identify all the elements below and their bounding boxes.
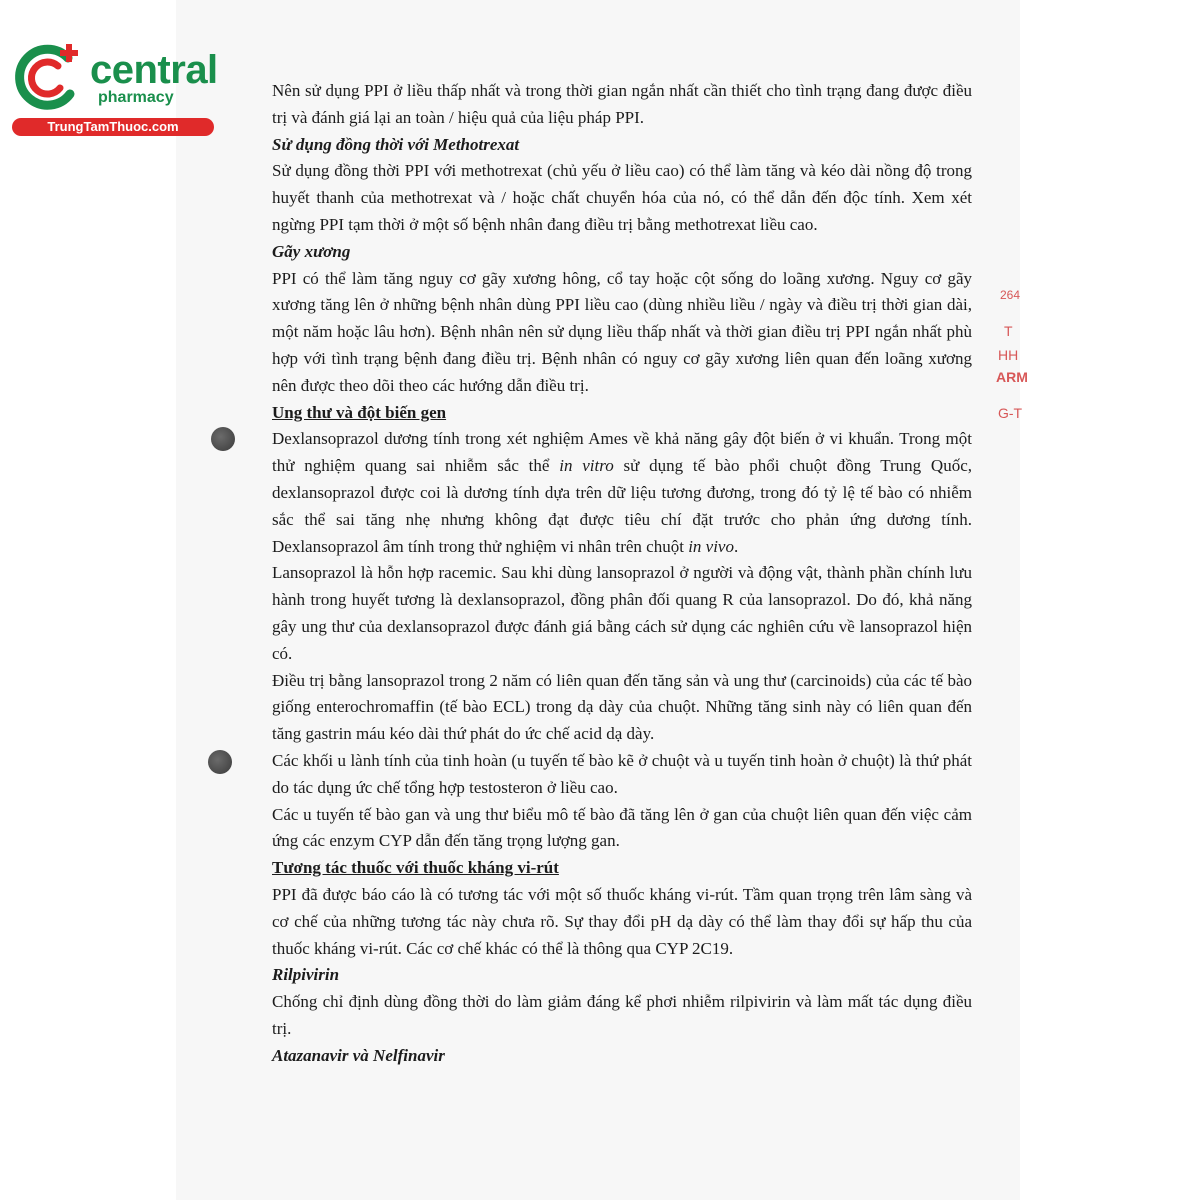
- red-stamp: [994, 280, 1034, 440]
- paragraph: Các u tuyến tế bào gan và ung thư biểu mô tế bào đã tăng lên ở gan của chuột liên quan đến việc cảm ứng các enzym CYP dẫn đến tăng trọng lượng gan.: [272, 804, 972, 851]
- central-pharmacy-logo: [8, 36, 218, 136]
- punch-hole: [211, 427, 235, 451]
- text-run: .: [733, 536, 739, 556]
- section-heading-rilpivirin: Rilpivirin: [272, 965, 340, 985]
- paragraph: Nên sử dụng PPI ở liều thấp nhất và trong thời gian ngắn nhất cần thiết cho tình trạng đang được điều trị và đánh giá lại an toàn / hiệu quả của liệu pháp PPI.: [272, 81, 972, 127]
- brand-name: central: [90, 48, 218, 92]
- paragraph: Điều trị bằng lansoprazol trong 2 năm có liên quan đến tăng sản và ung thư (carcinoids) của các tế bào giống enterochromaffin (tế bào ECL) trong dạ dày của chuột. Những tăng sinh này có liên quan đến tăng gastrin máu kéo dài thứ phát do ức chế acid dạ dày.: [272, 670, 972, 744]
- brand-tagline: pharmacy: [98, 89, 174, 106]
- paragraph: Các khối u lành tính của tinh hoàn (u tuyến tế bào kẽ ở chuột và u tuyến tinh hoàn ở chuột) là thứ phát do tác dụng ức chế tổng hợp testosteron ở liều cao.: [272, 750, 972, 797]
- paragraph: PPI có thể làm tăng nguy cơ gãy xương hông, cổ tay hoặc cột sống do loãng xương. Nguy cơ gãy xương tăng lên ở những bệnh nhân dùng PPI liều cao (dùng nhiều liều / ngày và điều trị thời gian dài, một năm hoặc lâu hơn). Bệnh nhân nên sử dụng liều thấp nhất và thời gian điều trị PPI ngắn nhất phù hợp với tình trạng bệnh đang điều trị. Bệnh nhân có nguy cơ gãy xương liên quan đến loãng xương nên được theo dõi theo các hướng dẫn điều trị.: [272, 268, 972, 395]
- text-run: sử dụng tế bào phổi chuột đồng Trung Quốc, dexlansoprazol được coi là dương tính dựa trên dữ liệu tương đương, trong đó tỷ lệ tế bào có nhiễm sắc thể sai tăng nhẹ nhưng không đạt được tiêu chí đặt trước cho phản ứng dương tính. Dexlansoprazol âm tính trong thử nghiệm vi nhân trên chuột: [272, 456, 973, 556]
- section-heading-tuong-tac: Tương tác thuốc với thuốc kháng vi-rút: [272, 858, 559, 878]
- pharmacy-logo-icon: [8, 36, 86, 116]
- document-body: [272, 78, 972, 1069]
- paragraph: PPI đã được báo cáo là có tương tác với một số thuốc kháng vi-rút. Tầm quan trọng trên lâm sàng và cơ chế của những tương tác này chưa rõ. Sự thay đổi pH dạ dày có thể làm thay đổi sự hấp thu của thuốc kháng vi-rút. Các cơ chế khác có thể là thông qua CYP 2C19.: [272, 884, 972, 958]
- section-heading-ung-thu: Ung thư và đột biến gen: [272, 402, 447, 422]
- section-heading-methotrexat: Sử dụng đồng thời với Methotrexat: [272, 134, 520, 154]
- paragraph: [272, 426, 972, 560]
- stamp-line: G-T: [998, 405, 1023, 421]
- section-heading-atazanavir: Atazanavir và Nelfinavir: [272, 1045, 445, 1065]
- text-run: Dexlansoprazol dương tính trong xét nghiệm Ames về khả năng gây đột biến ở vi khuẩn. Trong một thử nghiệm quang sai nhiễm sắc thể: [272, 429, 972, 476]
- page-margin: [1020, 0, 1200, 1200]
- paragraph: Lansoprazol là hỗn hợp racemic. Sau khi dùng lansoprazol ở người và động vật, thành phần chính lưu hành trong huyết tương là dexlansoprazol, đồng phân đối quang R của lansoprazol. Do đó, khả năng gây ung thư của dexlansoprazol được đánh giá bằng cách sử dụng các nghiên cứu về lansoprazol hiện có.: [272, 563, 972, 663]
- brand-url: TrungTamThuoc.com: [12, 118, 214, 136]
- punch-hole: [208, 750, 232, 774]
- stamp-line: T: [1004, 323, 1013, 339]
- stamp-line: 264: [1000, 288, 1021, 302]
- italic-term: in vivo: [688, 536, 734, 556]
- stamp-line: ARM: [996, 369, 1028, 385]
- paragraph: Chống chỉ định dùng đồng thời do làm giảm đáng kể phơi nhiễm rilpivirin và làm mất tác dụng điều trị.: [272, 992, 972, 1038]
- paragraph: Sử dụng đồng thời PPI với methotrexat (chủ yếu ở liều cao) có thể làm tăng và kéo dài nồng độ trong huyết thanh của methotrexat và / hoặc chất chuyển hóa của nó, có thể dẫn đến độc tính. Xem xét ngừng PPI tạm thời ở một số bệnh nhân đang điều trị bằng methotrexat liều cao.: [272, 161, 972, 234]
- italic-term: in vitro: [559, 456, 614, 476]
- section-heading-gay-xuong: Gãy xương: [272, 241, 351, 261]
- stamp-line: HH: [998, 347, 1019, 363]
